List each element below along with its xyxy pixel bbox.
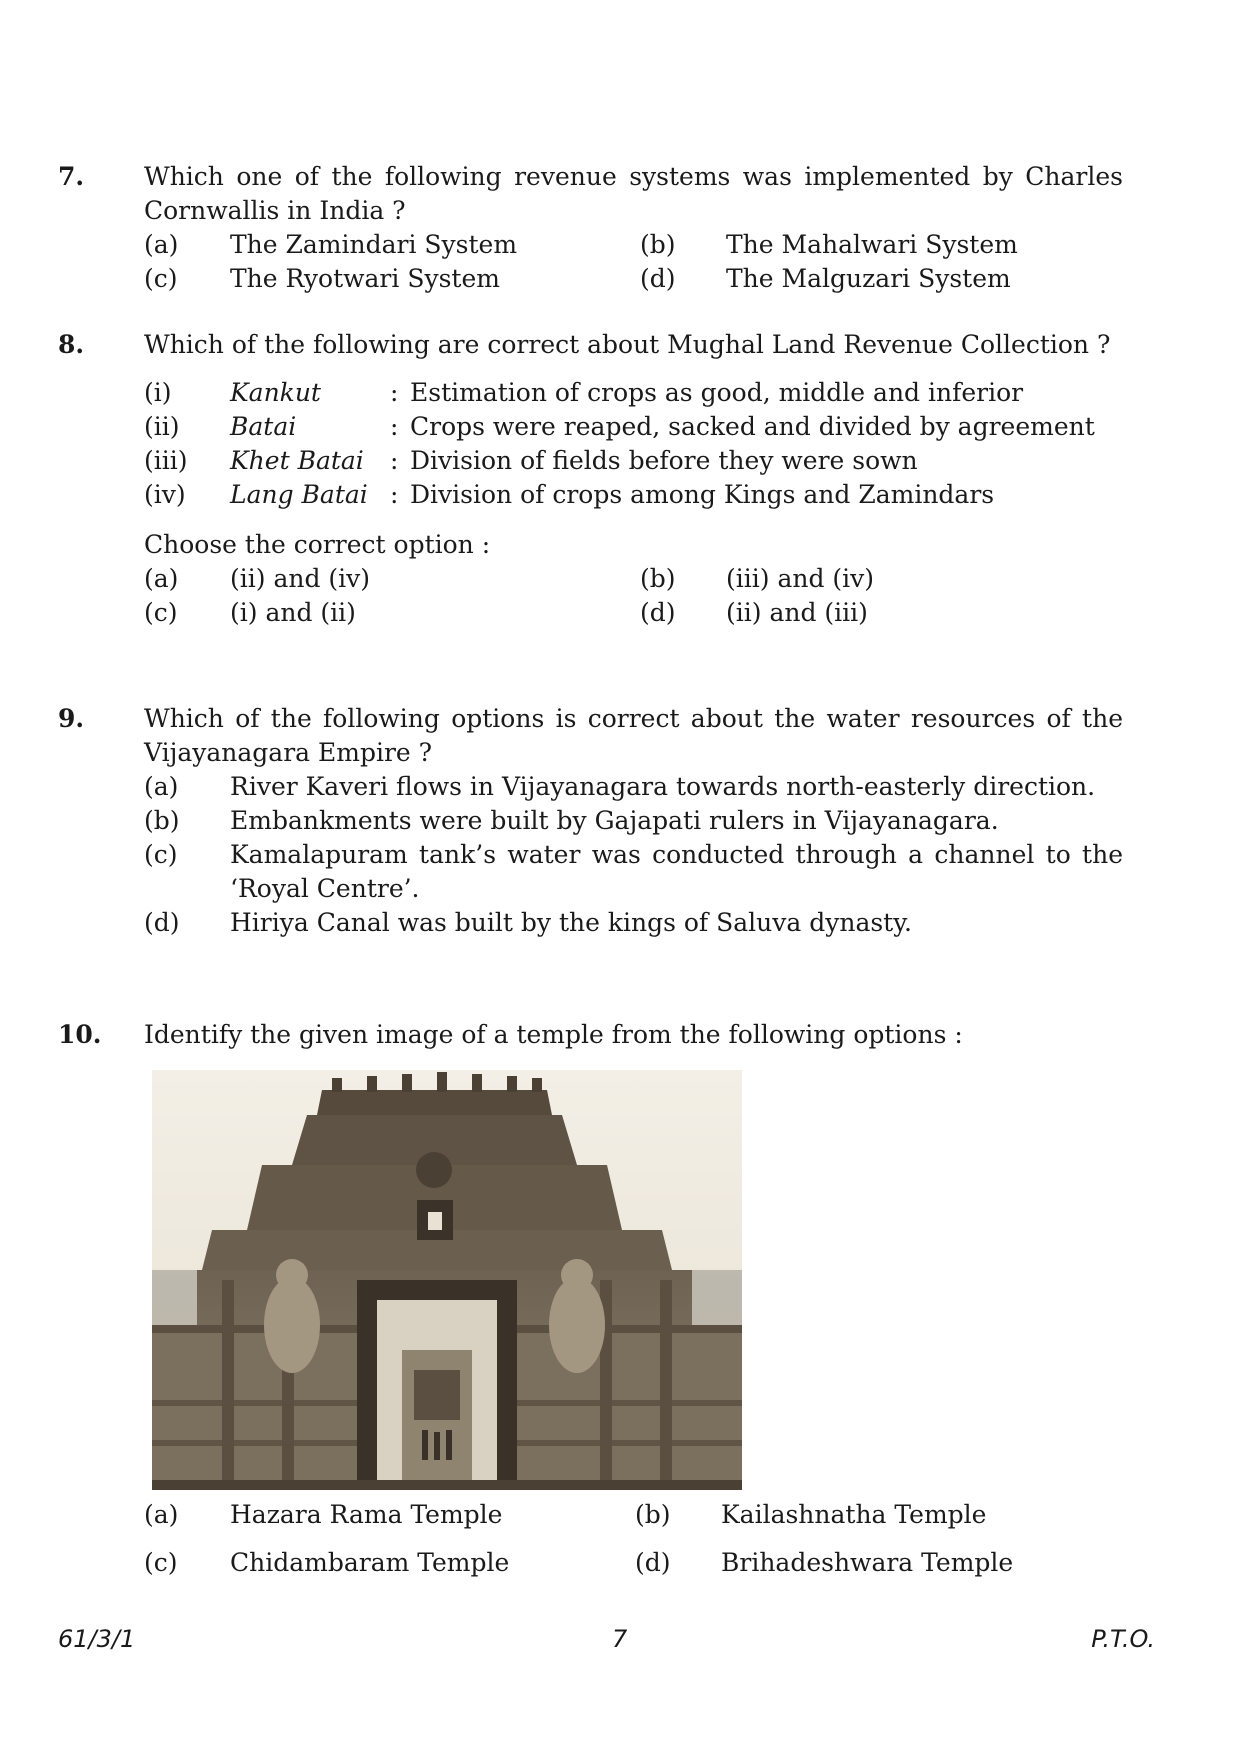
option-text: Hiriya Canal was built by the kings of Saluva dynasty.	[230, 908, 912, 937]
item-sep: :	[390, 446, 399, 475]
question-prompt: Choose the correct option :	[144, 530, 491, 559]
option-label: (b)	[640, 564, 676, 593]
item-label: (i)	[144, 378, 172, 407]
match-list	[144, 376, 1123, 512]
option-label: (c)	[144, 840, 178, 869]
option-label: (c)	[144, 264, 178, 293]
option-label: (c)	[144, 598, 178, 627]
item-desc: Division of crops among Kings and Zamindars	[410, 480, 995, 509]
option-label: (a)	[144, 230, 179, 259]
option-text: Kailashnatha Temple	[721, 1500, 987, 1529]
question-text: Which of the following options is correct about the water resources of the Vijayanagara Empire ?	[144, 704, 1123, 767]
question-10	[58, 1018, 1123, 1580]
options	[144, 228, 1123, 296]
pto-label: P.T.O.	[1091, 1625, 1155, 1653]
option-text: (ii) and (iv)	[230, 564, 371, 593]
question-number: 8.	[58, 330, 85, 359]
item-desc: Division of fields before they were sown	[410, 446, 918, 475]
item-label: (ii)	[144, 412, 180, 441]
option-label: (a)	[144, 1500, 179, 1529]
option-label: (a)	[144, 772, 179, 801]
item-sep: :	[390, 412, 399, 441]
item-term: Kankut	[230, 378, 321, 407]
option-text: Embankments were built by Gajapati rulers in Vijayanagara.	[230, 806, 999, 835]
option-label: (b)	[635, 1500, 671, 1529]
option-label: (b)	[144, 806, 180, 835]
option-text: River Kaveri flows in Vijayanagara towards north-easterly direction.	[230, 772, 1096, 801]
option-text: The Zamindari System	[230, 230, 518, 259]
option-label: (d)	[640, 598, 676, 627]
option-text: (iii) and (iv)	[726, 564, 875, 593]
question-number: 9.	[58, 704, 85, 733]
options	[144, 770, 1123, 940]
option-label: (b)	[640, 230, 676, 259]
question-9	[58, 702, 1123, 940]
question-number: 10.	[58, 1020, 102, 1049]
question-number: 7.	[58, 162, 85, 191]
item-sep: :	[390, 480, 399, 509]
option-text: (i) and (ii)	[230, 598, 356, 627]
option-text: Hazara Rama Temple	[230, 1500, 503, 1529]
question-text: Identify the given image of a temple from the following options :	[144, 1020, 963, 1049]
question-text: Which of the following are correct about Mughal Land Revenue Collection ?	[144, 330, 1111, 359]
item-desc: Estimation of crops as good, middle and inferior	[410, 378, 1024, 407]
options	[144, 1498, 1123, 1580]
option-text: The Mahalwari System	[726, 230, 1018, 259]
option-label: (d)	[640, 264, 676, 293]
option-label: (c)	[144, 1548, 178, 1577]
option-label: (d)	[144, 908, 180, 937]
item-term: Khet Batai	[230, 446, 364, 475]
page-number: 7	[612, 1625, 628, 1653]
option-label: (d)	[635, 1548, 671, 1577]
question-text: Which one of the following revenue systems was implemented by Charles Cornwallis in India ?	[144, 162, 1123, 225]
option-label: (a)	[144, 564, 179, 593]
option-text: (ii) and (iii)	[726, 598, 868, 627]
item-term: Batai	[230, 412, 297, 441]
option-text: The Malguzari System	[726, 264, 1011, 293]
option-text: Kamalapuram tank’s water was conducted through a channel to the ‘Royal Centre’.	[230, 840, 1123, 903]
item-term: Lang Batai	[230, 480, 368, 509]
item-desc: Crops were reaped, sacked and divided by agreement	[410, 412, 1095, 441]
temple-photo	[152, 1070, 742, 1490]
options	[144, 562, 1123, 630]
item-label: (iv)	[144, 480, 186, 509]
option-text: Brihadeshwara Temple	[721, 1548, 1014, 1577]
item-label: (iii)	[144, 446, 188, 475]
paper-code: 61/3/1	[58, 1625, 136, 1653]
question-7	[58, 160, 1123, 296]
option-text: Chidambaram Temple	[230, 1548, 510, 1577]
option-text: The Ryotwari System	[230, 264, 500, 293]
question-8	[58, 328, 1123, 630]
item-sep: :	[390, 378, 399, 407]
